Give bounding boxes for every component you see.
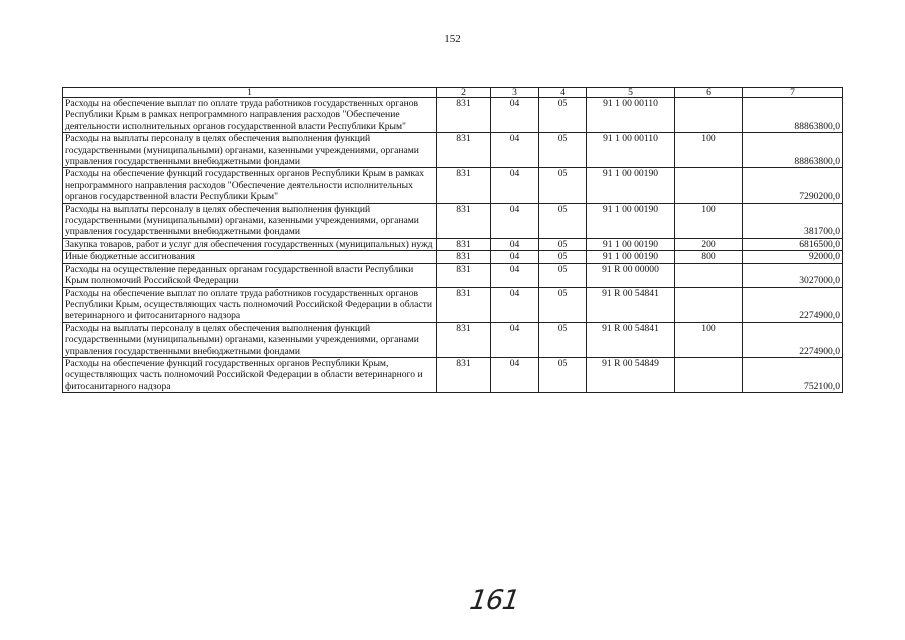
row-description: Расходы на осуществление переданных органам государственной власти Республики Крым полномочий Российской Федерации	[63, 263, 437, 287]
row-description: Расходы на выплаты персоналу в целях обеспечения выполнения функций государственными (муниципальными) органами, казенными учреждениями, органами управления государственными внебюджетными фондами	[63, 203, 437, 238]
row-code: 05	[539, 133, 587, 168]
row-description: Расходы на обеспечение функций государственных органов Республики Крым, осуществляющих часть полномочий Российской Федерации в области ветеринарного и фитосанитарного надзора	[63, 357, 437, 392]
table-row	[63, 287, 843, 322]
row-code: 91 1 00 00190	[587, 251, 675, 263]
table-body	[63, 98, 843, 393]
row-code: 91 R 00 54849	[587, 357, 675, 392]
row-code: 05	[539, 168, 587, 203]
row-code	[675, 263, 743, 287]
table-row	[63, 357, 843, 392]
row-code: 05	[539, 263, 587, 287]
row-amount: 2274900,0	[743, 287, 843, 322]
table-header	[63, 88, 843, 98]
row-code: 831	[437, 203, 491, 238]
row-code: 831	[437, 263, 491, 287]
table-row	[63, 263, 843, 287]
table-row	[63, 251, 843, 263]
row-code: 05	[539, 357, 587, 392]
row-code: 831	[437, 133, 491, 168]
row-code: 831	[437, 98, 491, 133]
row-description: Расходы на обеспечение выплат по оплате труда работников государственных органов Республики Крым, осуществляющих часть полномочий Российской Федерации в области ветеринарного и фитосанитарного надзора	[63, 287, 437, 322]
page-number: 152	[444, 33, 461, 45]
row-amount: 92000,0	[743, 251, 843, 263]
row-code: 04	[491, 133, 539, 168]
row-code: 831	[437, 168, 491, 203]
row-code	[675, 287, 743, 322]
row-amount: 88863800,0	[743, 98, 843, 133]
col-header: 3	[491, 88, 539, 98]
row-code: 91 R 00 54841	[587, 287, 675, 322]
row-code: 800	[675, 251, 743, 263]
row-code: 04	[491, 168, 539, 203]
handwritten-page-number: 161	[467, 585, 521, 616]
table-row	[63, 133, 843, 168]
row-code: 200	[675, 238, 743, 250]
row-amount: 7290200,0	[743, 168, 843, 203]
col-header: 4	[539, 88, 587, 98]
row-code	[675, 168, 743, 203]
row-code: 100	[675, 133, 743, 168]
table-row	[63, 322, 843, 357]
col-header: 7	[743, 88, 843, 98]
table-row	[63, 168, 843, 203]
col-header: 2	[437, 88, 491, 98]
row-code: 05	[539, 203, 587, 238]
row-description: Закупка товаров, работ и услуг для обеспечения государственных (муниципальных) нужд	[63, 238, 437, 250]
row-amount: 88863800,0	[743, 133, 843, 168]
row-code: 04	[491, 263, 539, 287]
row-code: 91 1 00 00190	[587, 238, 675, 250]
row-code: 91 R 00 54841	[587, 322, 675, 357]
table-row	[63, 238, 843, 250]
row-code: 91 1 00 00190	[587, 168, 675, 203]
row-code: 91 1 00 00110	[587, 133, 675, 168]
row-code	[675, 98, 743, 133]
row-code: 91 1 00 00190	[587, 203, 675, 238]
row-code: 831	[437, 357, 491, 392]
row-code: 831	[437, 322, 491, 357]
row-code: 91 1 00 00110	[587, 98, 675, 133]
row-amount: 6816500,0	[743, 238, 843, 250]
row-amount: 3027000,0	[743, 263, 843, 287]
row-description: Расходы на обеспечение выплат по оплате труда работников государственных органов Республики Крым в рамках непрограммного направления расходов "Обеспечение деятельности исполнительных органов государственной власти Республики Крым"	[63, 98, 437, 133]
table-row	[63, 203, 843, 238]
row-code: 831	[437, 238, 491, 250]
row-code: 831	[437, 287, 491, 322]
row-code: 91 R 00 00000	[587, 263, 675, 287]
row-code: 04	[491, 322, 539, 357]
row-description: Иные бюджетные ассигнования	[63, 251, 437, 263]
row-code: 04	[491, 238, 539, 250]
row-code: 05	[539, 287, 587, 322]
row-code: 100	[675, 322, 743, 357]
row-code: 05	[539, 238, 587, 250]
row-code: 04	[491, 287, 539, 322]
row-code: 05	[539, 322, 587, 357]
col-header: 5	[587, 88, 675, 98]
row-code: 05	[539, 251, 587, 263]
row-code	[675, 357, 743, 392]
col-header: 6	[675, 88, 743, 98]
row-description: Расходы на выплаты персоналу в целях обеспечения выполнения функций государственными (муниципальными) органами, казенными учреждениями, органами управления государственными внебюджетными фондами	[63, 322, 437, 357]
row-code: 100	[675, 203, 743, 238]
row-code: 831	[437, 251, 491, 263]
budget-table	[62, 87, 843, 393]
row-code: 05	[539, 98, 587, 133]
row-code: 04	[491, 203, 539, 238]
col-header: 1	[63, 88, 437, 98]
row-amount: 752100,0	[743, 357, 843, 392]
row-amount: 2274900,0	[743, 322, 843, 357]
row-amount: 381700,0	[743, 203, 843, 238]
row-code: 04	[491, 98, 539, 133]
row-code: 04	[491, 357, 539, 392]
row-code: 04	[491, 251, 539, 263]
table-row	[63, 98, 843, 133]
row-description: Расходы на обеспечение функций государственных органов Республики Крым в рамках непрограммного направления расходов "Обеспечение деятельности исполнительных органов государственной власти Республики Крым"	[63, 168, 437, 203]
row-description: Расходы на выплаты персоналу в целях обеспечения выполнения функций государственными (муниципальными) органами, казенными учреждениями, органами управления государственными внебюджетными фондами	[63, 133, 437, 168]
